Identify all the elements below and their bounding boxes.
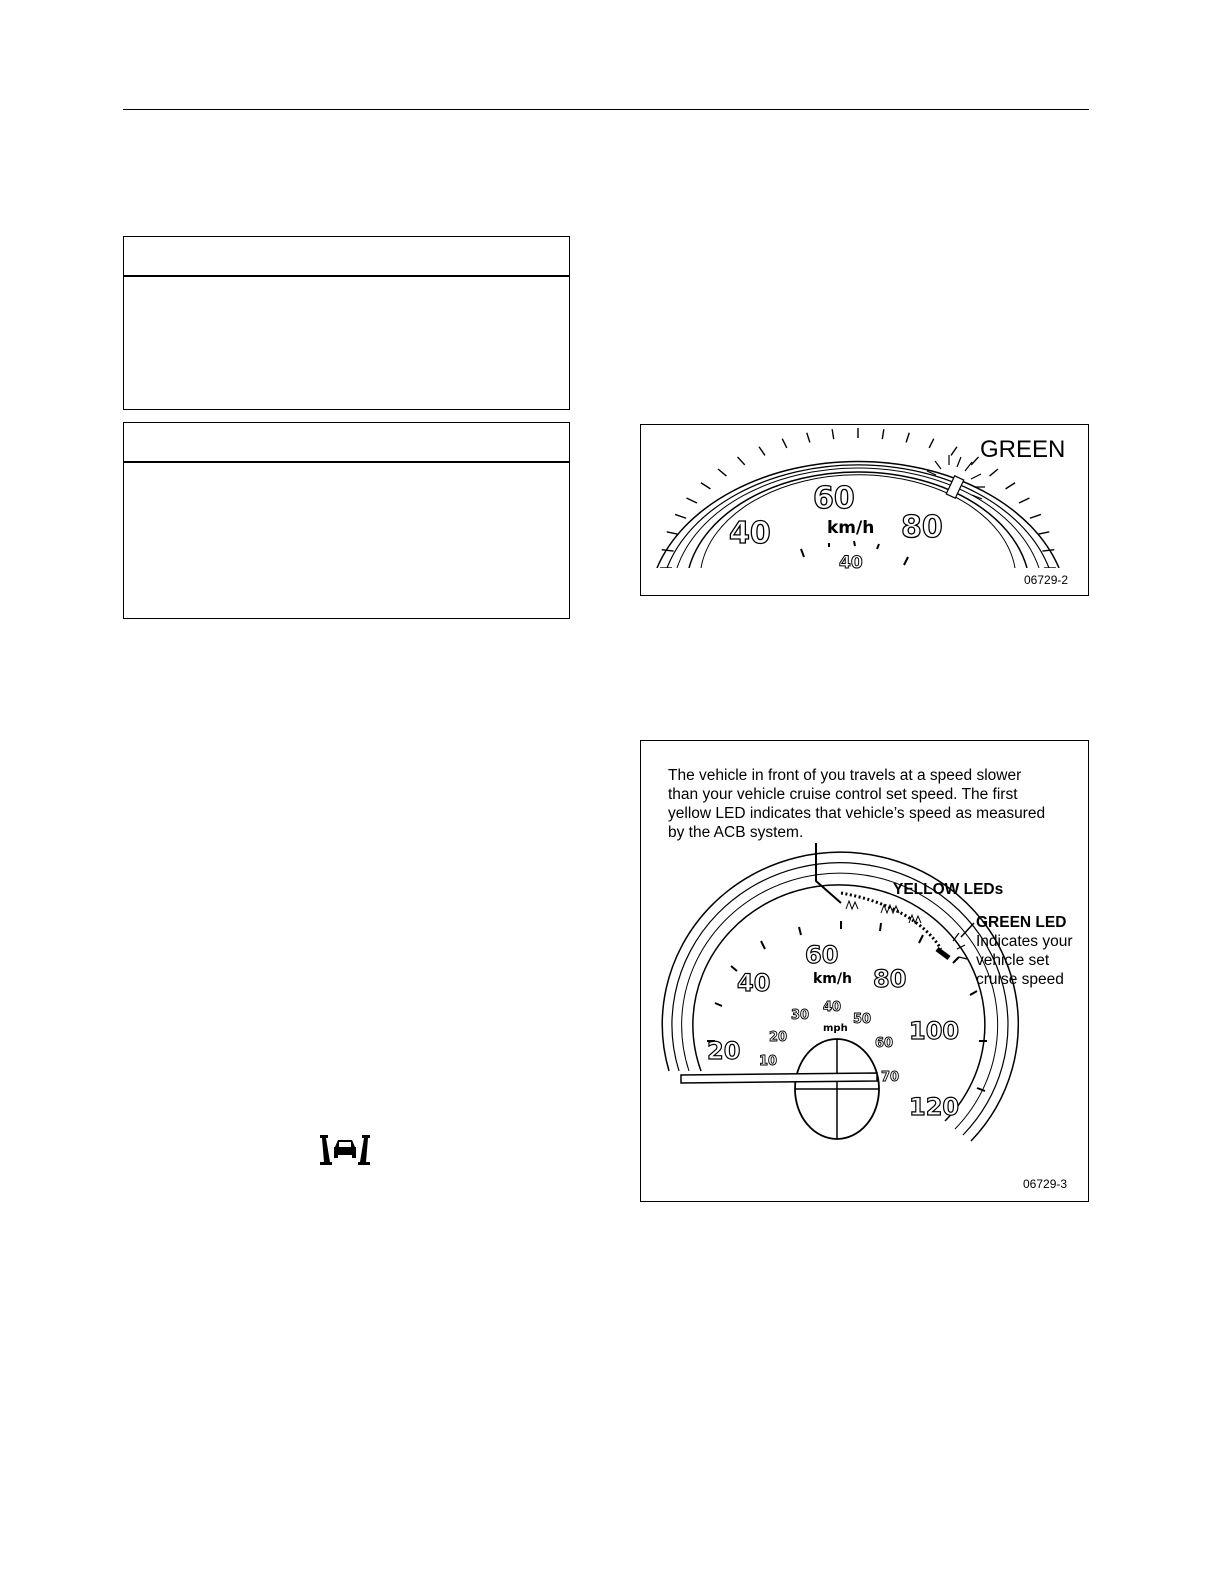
green-led-label: GREEN LED xyxy=(976,914,1067,931)
speedometer-partial-graphic xyxy=(641,425,1090,597)
led-segment-tick xyxy=(1042,550,1054,551)
led-segment-tick xyxy=(759,447,765,456)
mph-tick-10: 10 xyxy=(759,1054,778,1069)
mph-tick-60: 60 xyxy=(875,1036,894,1051)
note-box-2-header xyxy=(124,423,569,463)
description-line-4: by the ACB system. xyxy=(668,824,804,841)
note-box-1 xyxy=(123,236,570,410)
led-segment-tick xyxy=(782,439,787,448)
led-segment-tick xyxy=(687,498,697,503)
mph-unit: mph xyxy=(823,1023,848,1034)
kmh-tick-80: 80 xyxy=(873,965,907,993)
kmh-tick-100: 100 xyxy=(909,1017,960,1045)
mph-tick-30: 30 xyxy=(791,1008,810,1023)
mph-tick-20: 20 xyxy=(769,1030,788,1045)
mph-partial-40: 40 xyxy=(839,553,863,573)
header-rule xyxy=(123,109,1089,110)
description-line-2: than your vehicle cruise control set speed. The first xyxy=(668,786,1018,803)
note-box-2 xyxy=(123,422,570,619)
kmh-tick-40: 40 xyxy=(729,516,771,551)
led-segment-tick xyxy=(906,433,909,443)
led-segment-tick xyxy=(951,447,957,456)
kmh-tick-120: 120 xyxy=(909,1093,960,1121)
adaptive-cruise-vehicle-icon xyxy=(318,1133,372,1167)
led-segment-tick xyxy=(1006,483,1016,489)
led-segment-tick xyxy=(701,483,711,489)
mph-tick-70: 70 xyxy=(881,1070,900,1085)
kmh-unit: km/h xyxy=(827,518,875,538)
kmh-tick-20: 20 xyxy=(707,1037,741,1065)
mph-tick-50: 50 xyxy=(853,1012,872,1027)
led-segment-tick xyxy=(1019,498,1029,503)
led-segment-tick xyxy=(929,439,934,448)
kmh-tick-60: 60 xyxy=(813,481,855,516)
kmh-tick-80: 80 xyxy=(901,510,943,545)
led-segment-tick xyxy=(662,550,674,551)
led-segment-tick xyxy=(667,532,679,535)
led-segment-tick xyxy=(1038,532,1050,535)
led-segment-tick xyxy=(737,457,744,465)
green-led-callout xyxy=(976,913,1073,989)
figure-id-1: 06729-2 xyxy=(1024,573,1069,587)
led-segment-tick xyxy=(832,429,834,439)
note-box-1-header xyxy=(124,237,569,277)
kmh-unit: km/h xyxy=(813,971,852,987)
led-segment-tick xyxy=(971,457,978,465)
description-line-1: The vehicle in front of you travels at a speed slower xyxy=(668,767,1022,784)
kmh-tick-40: 40 xyxy=(737,969,771,997)
yellow-leds-label: YELLOW LEDs xyxy=(893,881,1004,898)
led-segment-tick xyxy=(718,469,726,476)
mph-tick-40: 40 xyxy=(823,1000,842,1015)
green-led-desc-1: Indicates your xyxy=(976,933,1073,950)
green-led-desc-2: vehicle set xyxy=(976,952,1050,969)
figure-id-2: 06729-3 xyxy=(1023,1177,1068,1191)
led-segment-tick xyxy=(1030,514,1041,518)
led-segment-tick xyxy=(675,514,686,518)
figure-speedometer-acb xyxy=(640,740,1089,1202)
led-segment-tick xyxy=(990,469,998,476)
green-label: GREEN xyxy=(980,436,1066,463)
green-led-desc-3: cruise speed xyxy=(976,971,1064,988)
figure-speedometer-green xyxy=(640,424,1089,596)
kmh-tick-60: 60 xyxy=(805,941,839,969)
led-segment-tick xyxy=(882,429,884,439)
led-segment-tick xyxy=(807,433,810,443)
description-line-3: yellow LED indicates that vehicle’s speed as measured xyxy=(668,805,1046,822)
